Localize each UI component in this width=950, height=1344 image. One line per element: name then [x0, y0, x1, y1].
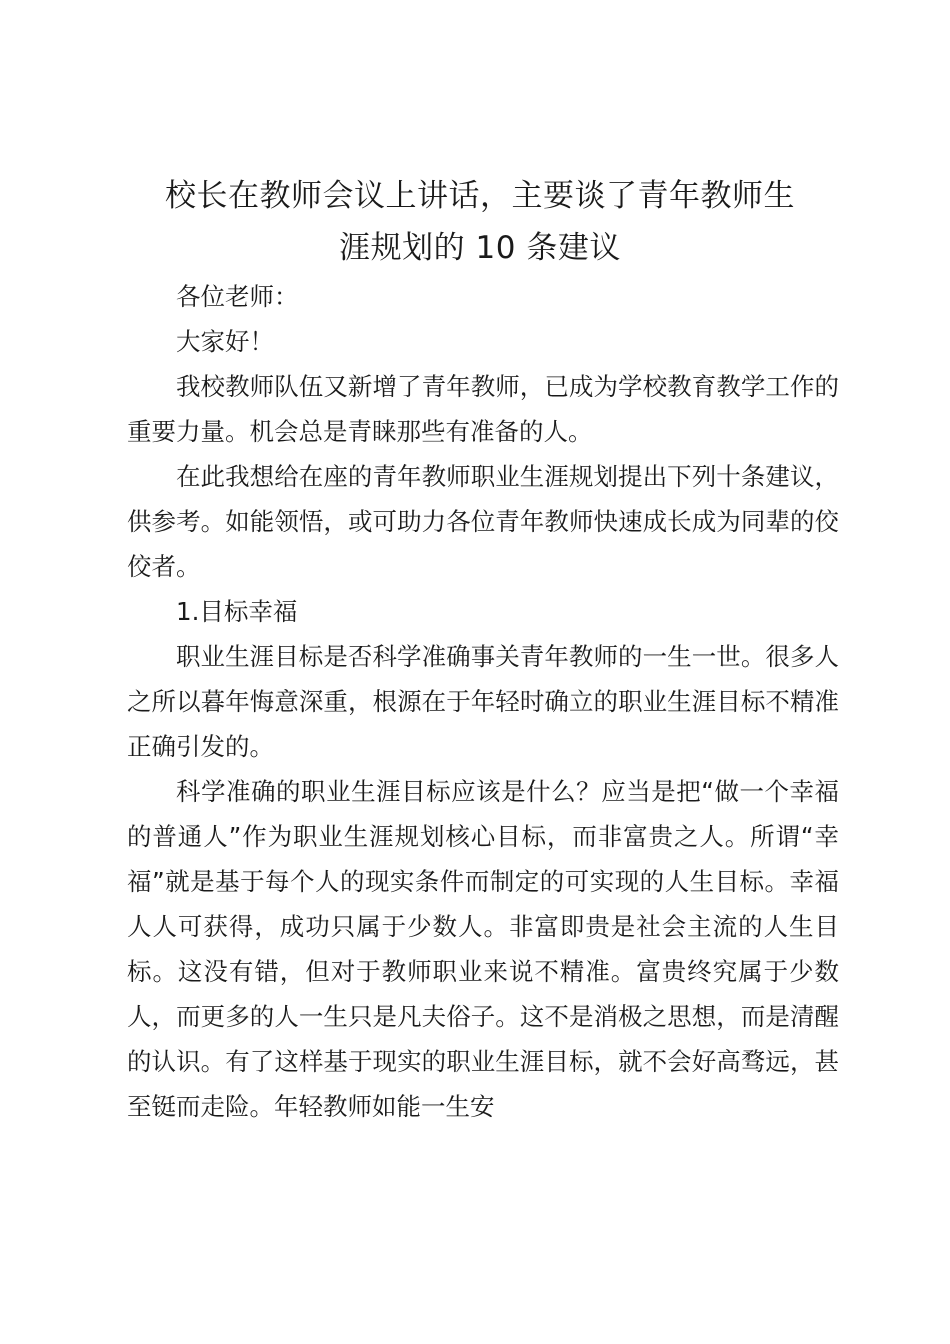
paragraph-intro: 我校教师队伍又新增了青年教师，已成为学校教育教学工作的重要力量。机会总是青睐那些有准备的人。 [127, 372, 839, 446]
document-body [127, 274, 839, 1129]
document-title [118, 170, 842, 274]
title-line-2: 涯规划的 10 条建议 [339, 230, 621, 266]
paragraph-happiness: 科学准确的职业生涯目标应该是什么？应当是把“做一个幸福的普通人”作为职业生涯规划核心目标，而非富贵之人。所谓“幸福”就是基于每个人的现实条件而制定的可实现的人生目标。幸福人人可获得，成功只属于少数人。非富即贵是社会主流的人生目标。这没有错，但对于教师职业来说不精准。富贵终究属于少数人，而更多的人一生只是凡夫俗子。这不是消极之思想，而是清醒的认识。有了这样基于现实的职业生涯目标，就不会好高骛远，甚至铤而走险。年轻教师如能一生安 [127, 777, 839, 1121]
title-line-1: 校长在教师会议上讲话，主要谈了青年教师生 [165, 178, 795, 214]
paragraph-purpose: 在此我想给在座的青年教师职业生涯规划提出下列十条建议，供参考。如能领悟，或可助力各位青年教师快速成长成为同辈的佼佼者。 [127, 462, 839, 581]
salutation: 各位老师： [176, 282, 299, 311]
paragraph-goal: 职业生涯目标是否科学准确事关青年教师的一生一世。很多人之所以暮年悔意深重，根源在于年轻时确立的职业生涯目标不精准正确引发的。 [127, 642, 839, 761]
section-heading-1: 1.目标幸福 [176, 597, 298, 626]
greeting: 大家好！ [176, 327, 274, 356]
